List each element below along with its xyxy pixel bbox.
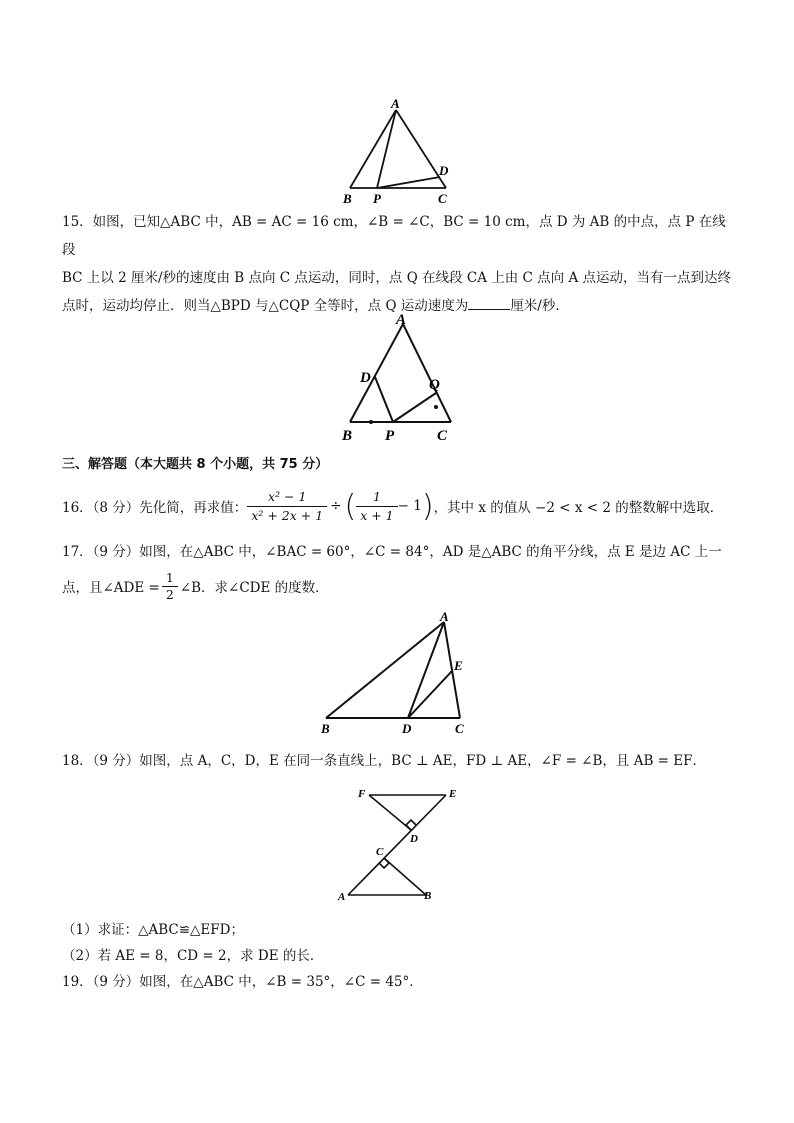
label-D: D xyxy=(410,833,418,845)
label-E: E xyxy=(449,788,457,800)
q18-part2: （2）若 AE = 8，CD = 2，求 DE 的长． xyxy=(62,948,324,964)
section-heading: 三、解答题（本大题共 8 个小题，共 75 分） xyxy=(62,457,329,472)
label-F: F xyxy=(358,788,366,800)
division-sign: ÷ xyxy=(330,498,342,514)
q17-line1: 17．（9 分）如图，在△ABC 中，∠BAC = 60°，∠C = 84°，AD 是△ABC 的角平分线，点 E 是边 AC 上一 xyxy=(62,544,722,560)
label-A: A xyxy=(391,96,400,111)
q17-line2-end: ∠B．求∠CDE 的度数． xyxy=(179,580,329,596)
q17-line2 xyxy=(62,566,742,606)
label-A: A xyxy=(440,609,449,624)
label-P: P xyxy=(373,191,381,206)
fraction-2-denominator: x + 1 xyxy=(360,507,394,523)
half-numerator: 1 xyxy=(162,570,178,587)
left-paren: ( xyxy=(344,488,357,524)
label-B: B xyxy=(424,890,432,902)
label-A: A xyxy=(338,891,346,903)
fraction-1 xyxy=(247,488,327,525)
figure-q15 xyxy=(338,310,458,445)
question-17 xyxy=(62,538,742,606)
q16-prefix: 16．（8 分）先化简，再求值： xyxy=(62,500,248,516)
q15-line3-text: 点时，运动均停止．则当△BPD 与△CQP 全等时，点 Q 运动速度为 xyxy=(62,298,469,314)
minus-one: − 1 xyxy=(397,498,422,514)
q17-line2-text: 点，且∠ADE = xyxy=(62,580,160,596)
label-C: C xyxy=(437,428,448,444)
point-marker xyxy=(434,405,438,409)
answer-blank[interactable] xyxy=(468,295,510,310)
figure-q18 xyxy=(336,783,466,905)
point-marker xyxy=(369,420,373,424)
fraction-1-denominator: x² + 2x + 1 xyxy=(251,507,324,523)
figure-q14 xyxy=(335,96,460,208)
label-D: D xyxy=(402,721,412,736)
question-15 xyxy=(62,208,738,320)
question-16 xyxy=(62,484,752,528)
figure-q17 xyxy=(318,608,478,738)
label-A: A xyxy=(396,312,407,328)
label-C: C xyxy=(376,846,384,858)
label-C: C xyxy=(438,191,447,206)
q15-line1: 15．如图，已知△ABC 中，AB = AC = 16 cm，∠B = ∠C，BC = 10 cm，点 D 为 AB 的中点，点 P 在线段 xyxy=(62,214,726,258)
label-C: C xyxy=(455,721,464,736)
q15-line2: BC 上以 2 厘米/秒的速度由 B 点向 C 点运动，同时，点 Q 在线段 CA 上由 C 点向 A 点运动，当有一点到达终 xyxy=(62,270,731,286)
label-B: B xyxy=(342,428,353,444)
right-paren: ) xyxy=(421,488,434,524)
label-D: D xyxy=(360,370,371,386)
question-19: 19．（9 分）如图，在△ABC 中，∠B = 35°，∠C = 45°． xyxy=(62,974,423,990)
fraction-2 xyxy=(356,488,397,525)
q18-part1: （1）求证：△ABC≌△EFD； xyxy=(62,922,244,938)
label-P: P xyxy=(385,428,395,444)
label-E: E xyxy=(454,658,463,673)
label-B: B xyxy=(321,721,330,736)
label-B: B xyxy=(343,191,352,206)
fraction-1-numerator: x² − 1 xyxy=(247,488,327,507)
question-18 xyxy=(62,747,738,775)
q15-unit: 厘米/秒． xyxy=(510,298,569,314)
q18-line1: 18．（9 分）如图，点 A，C，D，E 在同一条直线上，BC ⊥ AE，FD ⊥ AE，∠F = ∠B，且 AB = EF． xyxy=(62,753,706,769)
fraction-2-numerator: 1 xyxy=(356,488,397,507)
half-denominator: 2 xyxy=(165,586,174,602)
label-D: D xyxy=(439,163,449,178)
half-fraction xyxy=(162,570,178,603)
label-Q: Q xyxy=(429,377,440,393)
q16-suffix: ，其中 x 的值从 −2 < x < 2 的整数解中选取． xyxy=(433,500,724,516)
